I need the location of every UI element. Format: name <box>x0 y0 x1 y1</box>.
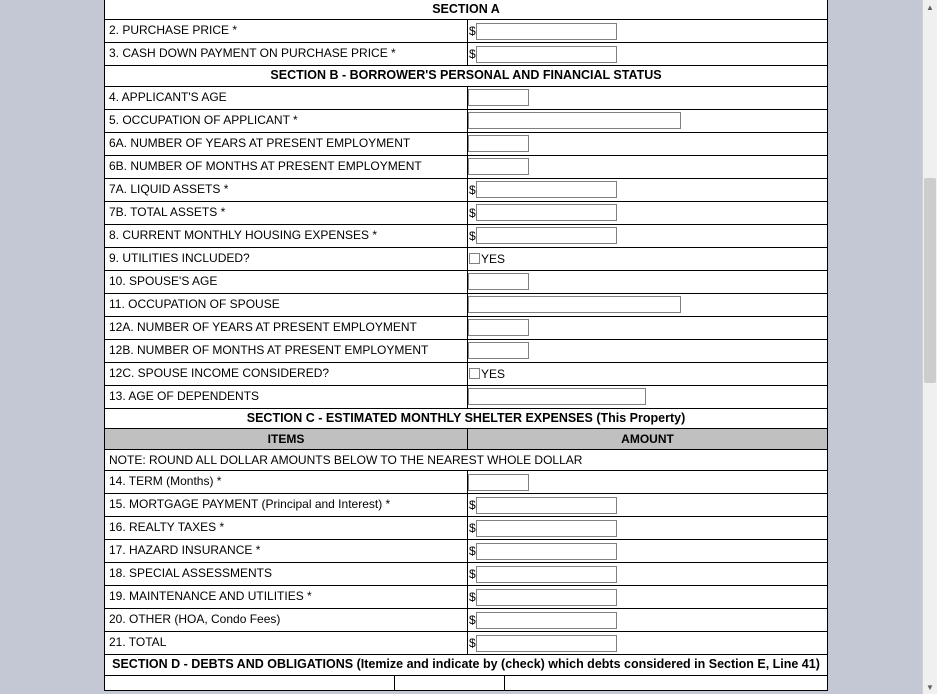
row-label: 4. APPLICANT'S AGE <box>105 87 468 109</box>
row-field <box>468 294 827 316</box>
liquid-assets-input[interactable] <box>476 181 617 198</box>
other-hoa-condo-fees-input[interactable] <box>476 612 617 629</box>
currency-symbol: $ <box>469 544 476 559</box>
occupation-applicant-input[interactable] <box>468 112 681 129</box>
currency-symbol: $ <box>469 567 476 582</box>
row-field <box>468 386 827 408</box>
row-field <box>468 110 827 132</box>
section-b-header: SECTION B - BORROWER'S PERSONAL AND FINANCIAL STATUS <box>105 66 827 86</box>
scroll-up-icon[interactable]: ▲ <box>926 2 934 12</box>
section-c-note: NOTE: ROUND ALL DOLLAR AMOUNTS BELOW TO THE NEAREST WHOLE DOLLAR <box>105 450 827 471</box>
currency-symbol: $ <box>469 521 476 536</box>
scroll-down-icon[interactable]: ▼ <box>926 682 934 692</box>
row-field <box>468 471 827 493</box>
scrollbar-thumb[interactable] <box>924 178 936 383</box>
row-label: 18. SPECIAL ASSESSMENTS <box>105 563 468 585</box>
currency-symbol: $ <box>469 228 476 243</box>
row-label: 9. UTILITIES INCLUDED? <box>105 248 468 270</box>
age-of-dependents-input[interactable] <box>468 388 646 405</box>
row-field <box>468 271 827 293</box>
realty-taxes-input[interactable] <box>476 520 617 537</box>
utilities-included-checkbox[interactable] <box>469 253 480 264</box>
row-field <box>468 43 827 65</box>
row-field <box>468 563 827 585</box>
form-row-current-monthly-housing-expenses <box>105 225 827 248</box>
form-row-occupation-applicant <box>105 110 827 133</box>
row-label: 19. MAINTENANCE AND UTILITIES * <box>105 586 468 608</box>
currency-symbol: $ <box>469 182 476 197</box>
form-row-mortgage-payment <box>105 494 827 517</box>
section-d-column-2 <box>395 676 505 690</box>
section-a-header: SECTION A <box>105 0 827 20</box>
spouse-years-present-employment-input[interactable] <box>468 319 529 336</box>
form-row-spouse-years-present-employment <box>105 317 827 340</box>
form-row-age-of-dependents <box>105 386 827 409</box>
row-label: 12C. SPOUSE INCOME CONSIDERED? <box>105 363 468 385</box>
current-monthly-housing-expenses-input[interactable] <box>476 227 617 244</box>
currency-symbol: $ <box>469 613 476 628</box>
form-row-spouse-income-considered <box>105 363 827 386</box>
vertical-scrollbar[interactable] <box>922 0 937 694</box>
total-assets-input[interactable] <box>476 204 617 221</box>
section-d-header: SECTION D - DEBTS AND OBLIGATIONS (Itemize and indicate by (check) which debts considered in Section E, Line 41) <box>105 655 827 675</box>
row-label: 14. TERM (Months) * <box>105 471 468 493</box>
currency-symbol: $ <box>469 205 476 220</box>
row-label: 20. OTHER (HOA, Condo Fees) <box>105 609 468 631</box>
row-field <box>468 87 827 109</box>
form-row-liquid-assets <box>105 179 827 202</box>
form-row-years-present-employment <box>105 133 827 156</box>
row-label: 8. CURRENT MONTHLY HOUSING EXPENSES * <box>105 225 468 247</box>
row-label: 17. HAZARD INSURANCE * <box>105 540 468 562</box>
row-label: 2. PURCHASE PRICE * <box>105 20 468 42</box>
section-d-table-start <box>105 676 827 691</box>
row-label: 6A. NUMBER OF YEARS AT PRESENT EMPLOYMENT <box>105 133 468 155</box>
row-label: 7B. TOTAL ASSETS * <box>105 202 468 224</box>
form-row-spouse-months-present-employment <box>105 340 827 363</box>
section-c-column-headers <box>105 429 827 450</box>
occupation-spouse-input[interactable] <box>468 296 681 313</box>
purchase-price-input[interactable] <box>476 23 617 40</box>
row-label: 7A. LIQUID ASSETS * <box>105 179 468 201</box>
form-row-maintenance-utilities <box>105 586 827 609</box>
row-label: 13. AGE OF DEPENDENTS <box>105 386 468 408</box>
currency-symbol: $ <box>469 24 476 39</box>
form-row-term-months <box>105 471 827 494</box>
row-field <box>468 156 827 178</box>
column-header-items: ITEMS <box>105 429 468 449</box>
row-label: 11. OCCUPATION OF SPOUSE <box>105 294 468 316</box>
months-present-employment-input[interactable] <box>468 158 529 175</box>
row-label: 3. CASH DOWN PAYMENT ON PURCHASE PRICE * <box>105 43 468 65</box>
row-label: 21. TOTAL <box>105 632 468 654</box>
form-row-applicant-age <box>105 87 827 110</box>
spouse-income-considered-checkbox[interactable] <box>469 368 480 379</box>
section-c-header: SECTION C - ESTIMATED MONTHLY SHELTER EXPENSES (This Property) <box>105 409 827 429</box>
form-row-cash-down-payment <box>105 43 827 66</box>
utilities-included-checkbox-label: YES <box>481 251 506 266</box>
spouse-age-input[interactable] <box>468 273 529 290</box>
currency-symbol: $ <box>469 590 476 605</box>
row-field <box>468 202 827 224</box>
form-row-months-present-employment <box>105 156 827 179</box>
row-label: 16. REALTY TAXES * <box>105 517 468 539</box>
row-label: 10. SPOUSE'S AGE <box>105 271 468 293</box>
row-field <box>468 248 827 270</box>
row-field <box>468 20 827 42</box>
term-months-input[interactable] <box>468 474 529 491</box>
row-field <box>468 317 827 339</box>
years-present-employment-input[interactable] <box>468 135 529 152</box>
row-field <box>468 179 827 201</box>
row-label: 12A. NUMBER OF YEARS AT PRESENT EMPLOYMENT <box>105 317 468 339</box>
currency-symbol: $ <box>469 636 476 651</box>
row-label: 15. MORTGAGE PAYMENT (Principal and Interest) * <box>105 494 468 516</box>
form-row-utilities-included <box>105 248 827 271</box>
spouse-months-present-employment-input[interactable] <box>468 342 529 359</box>
row-field <box>468 586 827 608</box>
form-document <box>104 0 828 691</box>
row-field <box>468 540 827 562</box>
row-field <box>468 517 827 539</box>
currency-symbol: $ <box>469 47 476 62</box>
form-row-purchase-price <box>105 20 827 43</box>
row-label: 6B. NUMBER OF MONTHS AT PRESENT EMPLOYMENT <box>105 156 468 178</box>
mortgage-payment-input[interactable] <box>476 497 617 514</box>
special-assessments-input[interactable] <box>476 566 617 583</box>
maintenance-utilities-input[interactable] <box>476 589 617 606</box>
row-field <box>468 632 827 654</box>
applicant-age-input[interactable] <box>468 89 529 106</box>
section-d-column-3 <box>505 676 827 690</box>
row-field <box>468 133 827 155</box>
total-shelter-expenses-input[interactable] <box>476 635 617 652</box>
hazard-insurance-input[interactable] <box>476 543 617 560</box>
form-row-other-hoa-condo-fees <box>105 609 827 632</box>
row-label: 12B. NUMBER OF MONTHS AT PRESENT EMPLOYMENT <box>105 340 468 362</box>
form-row-hazard-insurance <box>105 540 827 563</box>
form-row-total <box>105 632 827 655</box>
form-row-spouse-age <box>105 271 827 294</box>
form-row-realty-taxes <box>105 517 827 540</box>
column-header-amount: AMOUNT <box>621 432 674 447</box>
row-field <box>468 363 827 385</box>
row-field <box>468 609 827 631</box>
spouse-income-considered-checkbox-label: YES <box>481 366 506 381</box>
section-d-column-1 <box>105 676 395 690</box>
cash-down-payment-input[interactable] <box>476 46 617 63</box>
row-field <box>468 494 827 516</box>
form-row-special-assessments <box>105 563 827 586</box>
currency-symbol: $ <box>469 498 476 513</box>
form-row-total-assets <box>105 202 827 225</box>
row-field <box>468 340 827 362</box>
form-row-occupation-spouse <box>105 294 827 317</box>
row-field <box>468 225 827 247</box>
row-label: 5. OCCUPATION OF APPLICANT * <box>105 110 468 132</box>
